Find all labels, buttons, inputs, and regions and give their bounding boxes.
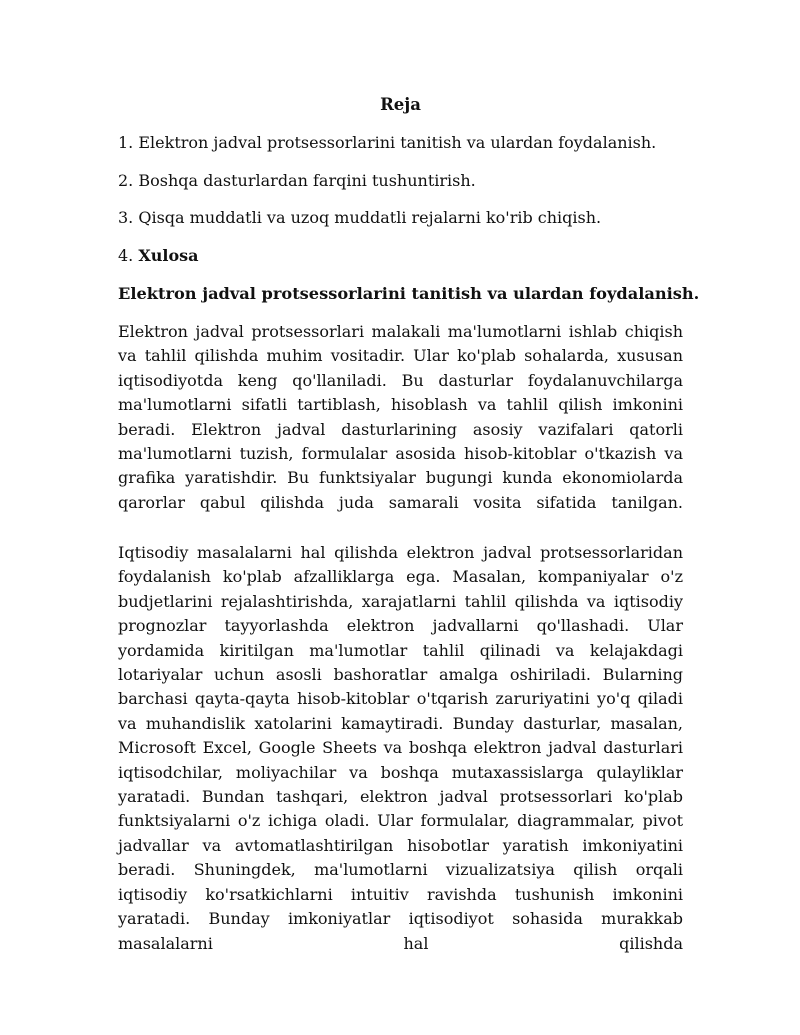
section-heading: Elektron jadval protsessorlarini tanitish va ulardan foydalanish. <box>118 284 700 303</box>
plan-item-text: Qisqa muddatli va uzoq muddatli rejalarni ko'rib chiqish. <box>138 208 602 227</box>
plan-item-4 <box>118 245 199 267</box>
plan-item-text: Elektron jadval protsessorlarini tanitish va ulardan foydalanish. <box>138 133 657 152</box>
page-title: Reja <box>380 95 421 114</box>
plan-item-text: Xulosa <box>138 246 199 265</box>
plan-item-2 <box>118 170 476 192</box>
plan-item-number: 1. <box>118 133 134 152</box>
plan-item-3 <box>118 207 601 229</box>
body-paragraph-2: Iqtisodiy masalalarni hal qilishda elektron jadval protsessorlaridan foydalanish ko'plab afzalliklarga ega. Masalan, kompaniyalar o'z budjetlarini rejalashtirishda, xarajatlarni tahlil qilishda va iqtisodiy prognozlar tayyorlashda elektron jadvallarni qo'llashadi. Ular yordamida kiritilgan ma'lumotlar tahlil qilinadi va kelajakdagi lotariyalar uchun asosli bashoratlar amalga oshiriladi. Bularning barchasi qayta-qayta hisob-kitoblar o'tqarish zaruriyatini yo'q qiladi va muhandislik xatolarini kamaytiradi. Bunday dasturlar, masalan, Microsoft Excel, Google Sheets va boshqa elektron jadval dasturlari iqtisodchilar, moliyachilar va boshqa mutaxassislarga qulayliklar yaratadi. Bundan tashqari, elektron jadval protsessorlari ko'plab funktsiyalarni o'z ichiga oladi. Ular formulalar, diagrammalar, pivot jadvallar va avtomatlashtirilgan hisobotlar yaratish imkoniyatini beradi. Shuningdek, ma'lumotlarni vizualizatsiya qilish orqali iqtisodiy ko'rsatkichlarni intuitiv ravishda tushunish imkonini yaratadi. Bunday imkoniyatlar iqtisodiyot sohasida murakkab masalalarni hal qilishda <box>118 543 683 953</box>
plan-item-number: 4. <box>118 246 134 265</box>
body-paragraph-1: Elektron jadval protsessorlari malakali ma'lumotlarni ishlab chiqish va tahlil qilishda muhim vositadir. Ular ko'plab sohalarda, xususan iqtisodiyotda keng qo'llaniladi. Bu dasturlar foydalanuvchilarga ma'lumotlarni sifatli tartiblash, hisoblash va tahlil qilish imkonini beradi. Elektron jadval dasturlarining asosiy vazifalari qatorli ma'lumotlarni tuzish, formulalar asosida hisob-kitoblar o'tkazish va grafika yaratishdir. Bu funktsiyalar bugungi kunda ekonomiolarda qarorlar qabul qilishda juda samarali vosita sifatida tanilgan. <box>118 322 683 512</box>
plan-item-text: Boshqa dasturlardan farqini tushuntirish. <box>138 171 476 190</box>
plan-item-number: 2. <box>118 171 134 190</box>
plan-item-number: 3. <box>118 208 134 227</box>
plan-item-1 <box>118 132 656 154</box>
